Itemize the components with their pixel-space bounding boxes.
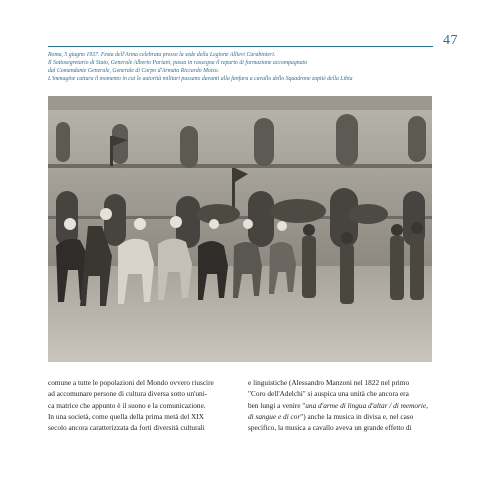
left-line-2: ad accomunare persone di cultura diversa sotto un'uni-: [48, 389, 208, 399]
left-line-3: ca matrice che appunto è il suono e la comunicazione.: [48, 400, 206, 410]
left-line-5: secolo ancora caratterizzata da forti diversità culturali: [48, 423, 205, 433]
right-line-2: "Coro dell'Adelchi" si auspica una unità che ancora era: [248, 389, 409, 399]
photo-illustration: [48, 96, 432, 362]
photo-caption: [48, 51, 443, 83]
right-line-4: [248, 411, 430, 422]
right-line-3: [248, 400, 430, 411]
right-line-4-end: ") anche la musica in divisa e, nel caso: [300, 411, 414, 421]
caption-line-4: L'immagine cattura il momento in cui le autorità militari passano davanti alla fanfara a cavallo dello Squadrone zaptiè della Libia: [48, 76, 353, 82]
caption-line-3: dal Comandante Generale, Generale di Corpo d'Armata Riccardo Moizo.: [48, 68, 220, 74]
left-line-4: In una società, come quella della prima metà del XIX: [48, 411, 205, 421]
text-column-right: [248, 377, 430, 433]
text-column-left: [48, 377, 230, 433]
caption-line-1: Roma, 5 giugno 1937. Festa dell'Arma celebrata presso la sede della Legione Allievi Carabinieri.: [48, 52, 276, 58]
historical-photo: [48, 96, 432, 362]
right-line-3-start: ben lungi a venire ": [248, 400, 306, 410]
quote-italic-1: una d'arme di lingua d'altar / di memorie,: [305, 400, 428, 410]
right-line-5: specifico, la musica a cavallo aveva un grande effetto di: [248, 423, 412, 433]
caption-line-2: Il Sottosegretario di Stato, Generale Alberto Pariani, passa in rassegna il reparto di formazione accompagnato: [48, 60, 308, 66]
header-rule: [48, 46, 433, 47]
body-text: [48, 377, 432, 437]
right-line-1: e linguistiche (Alessandro Manzoni nel 1822 nel primo: [248, 378, 410, 387]
left-line-1: comune a tutte le popolazioni del Mondo ovvero riuscire: [48, 378, 214, 387]
page-number: 47: [443, 33, 458, 48]
quote-italic-2: di sangue e di cor: [248, 411, 301, 421]
